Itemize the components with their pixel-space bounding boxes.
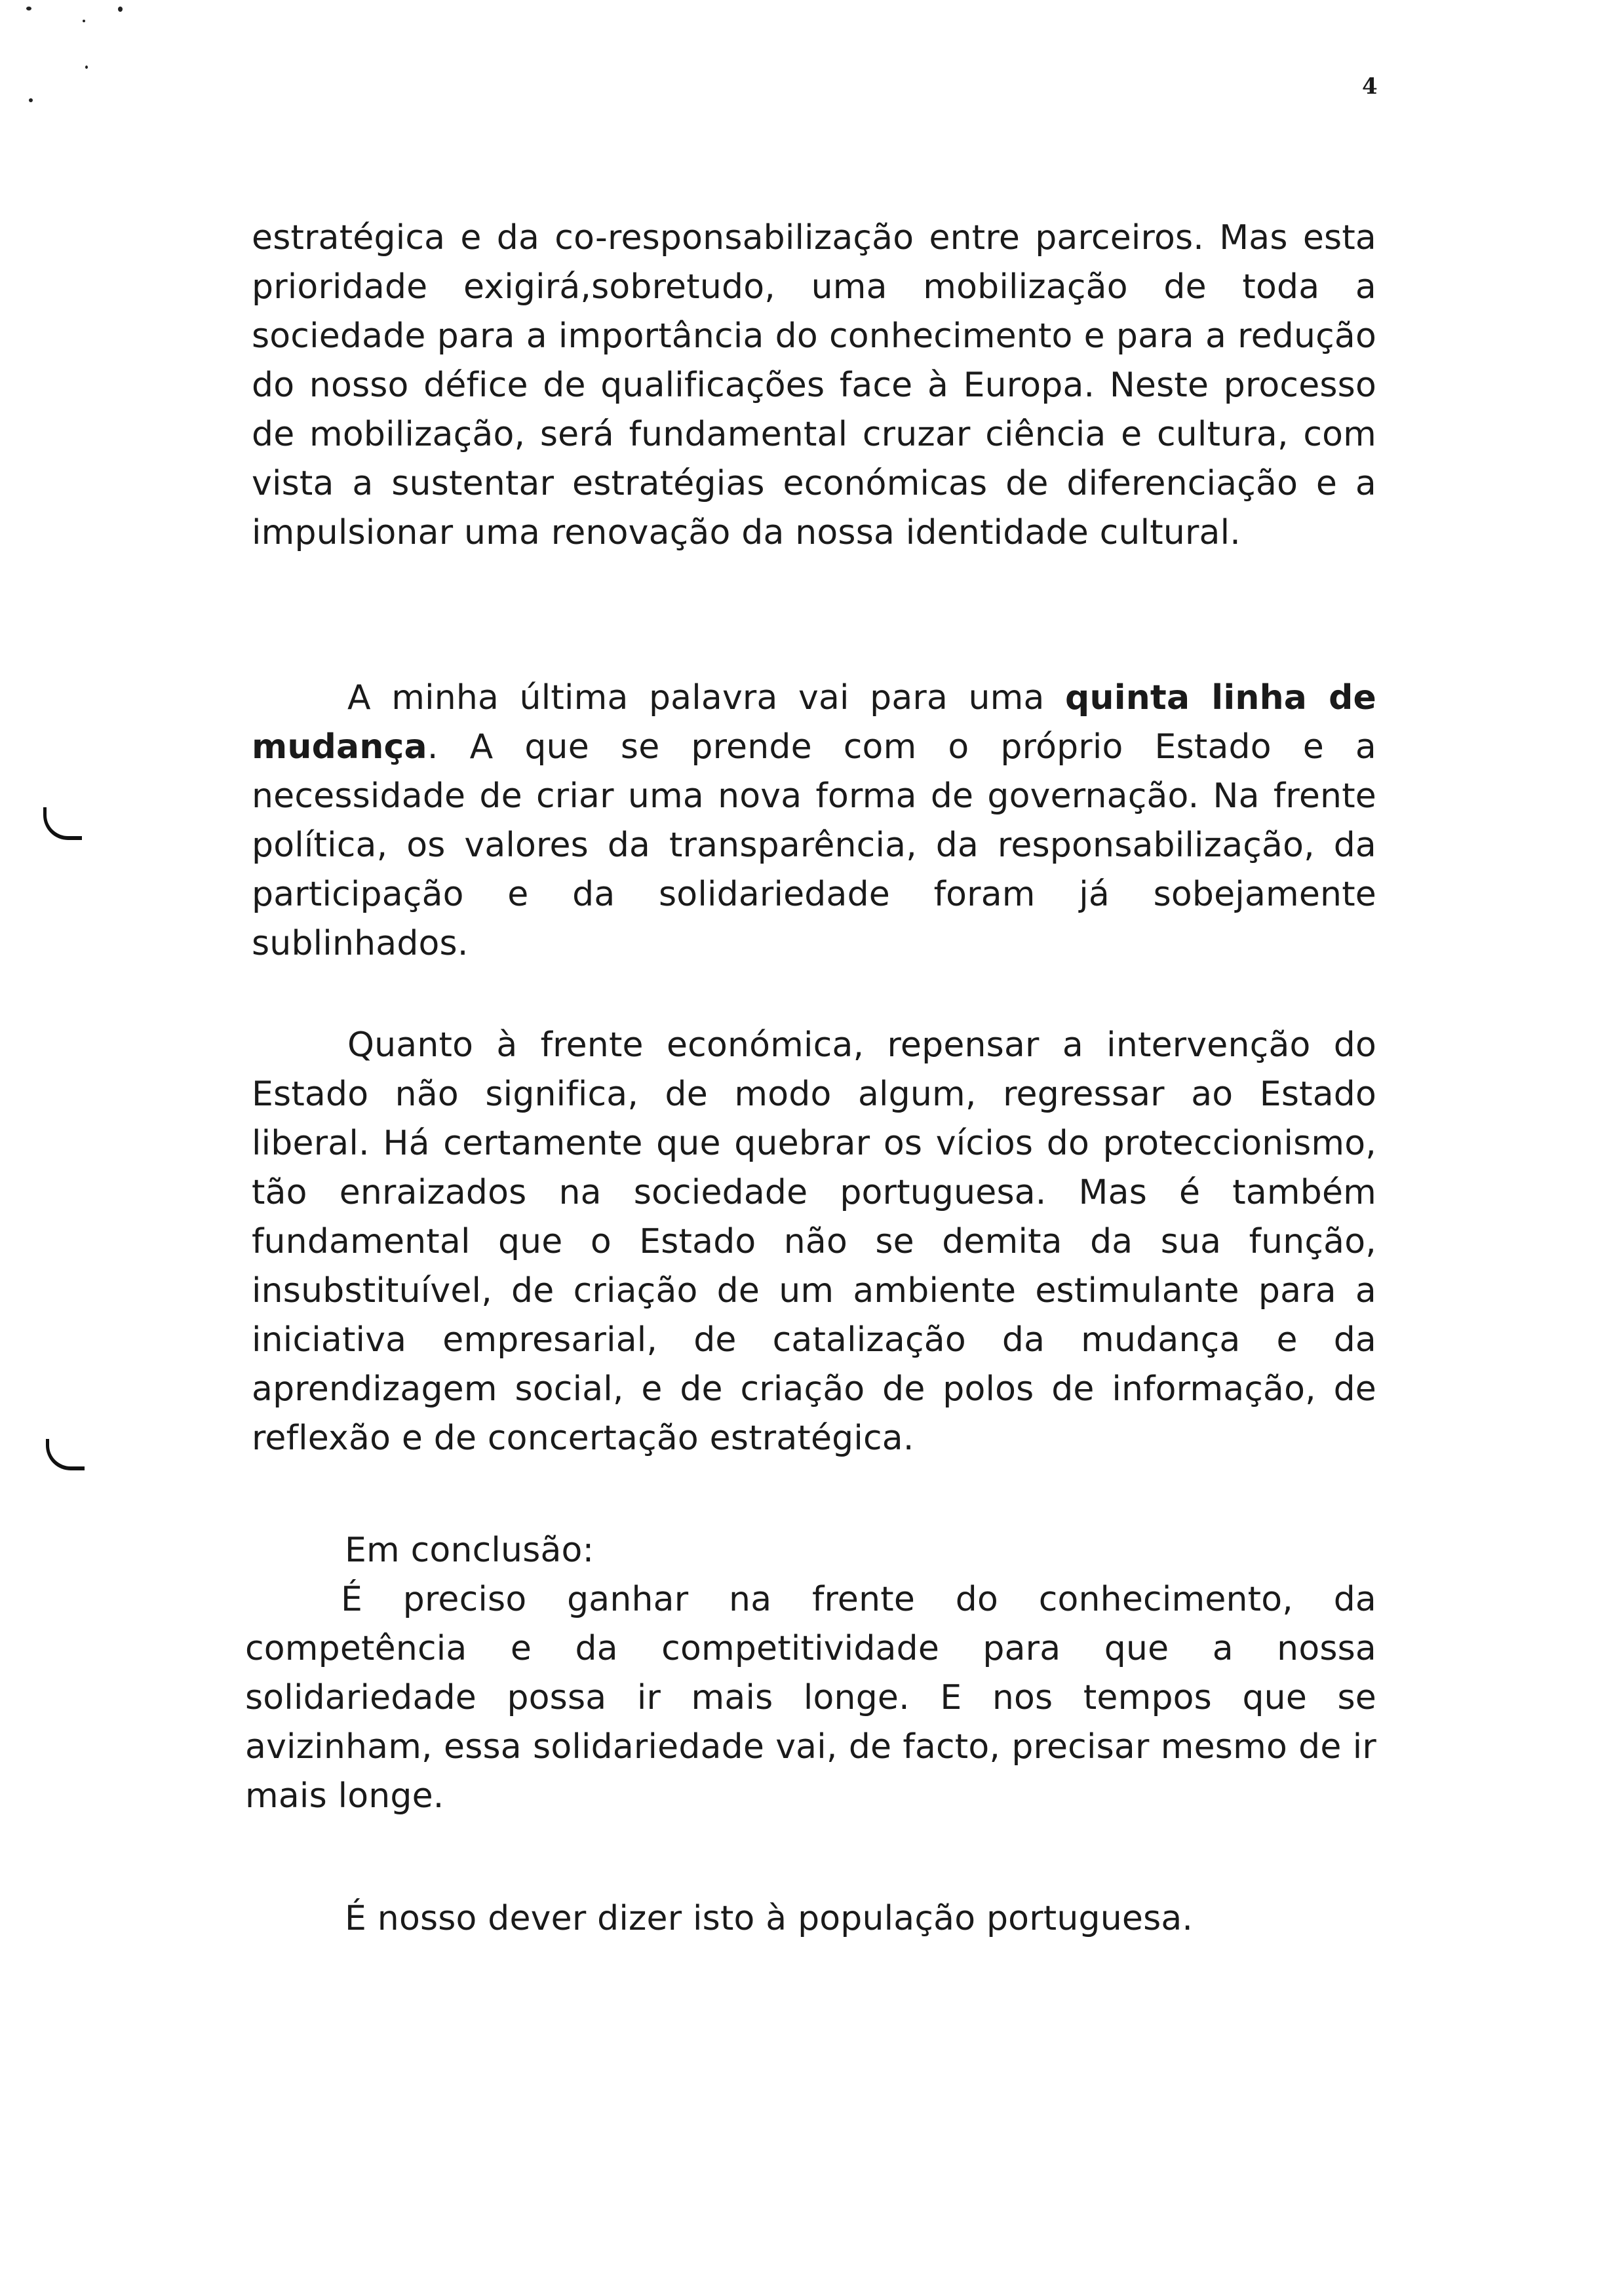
- margin-tick-mark: [46, 1439, 85, 1470]
- paragraph-3: [252, 1021, 1376, 1463]
- scan-speck: [118, 7, 123, 12]
- paragraph-2-lead: A minha última palavra vai para uma: [347, 678, 1066, 718]
- paragraph-4: [245, 1575, 1376, 1821]
- paragraph-2-emphasis: quinta linha de mudança: [252, 678, 1376, 767]
- page-number: 4: [1362, 73, 1378, 100]
- paragraph-4-text: É preciso ganhar na frente do conhecimento, da competência e da competitividade para que a nossa solidariedade possa ir mais longe. E nos tempos que se avizinham, essa solidariedade vai, de facto, precisar mesmo de ir mais longe.: [245, 1580, 1376, 1816]
- scan-speck: [26, 7, 31, 10]
- scan-speck: [85, 66, 88, 69]
- paragraph-2: [252, 674, 1376, 968]
- paragraph-2-rest: . A que se prende com o próprio Estado e a necessidade de criar uma nova forma de governação. Na frente política, os valores da transparência, da responsabilização, da participação e da solidariedade foram já sobejamente sublinhados.: [252, 727, 1376, 963]
- scan-speck: [29, 98, 33, 102]
- paragraph-1: [252, 214, 1376, 558]
- margin-tick-mark: [43, 807, 82, 840]
- closing-sentence: É nosso dever dizer isto à população portuguesa.: [345, 1899, 1194, 1938]
- scan-speck: [83, 20, 85, 22]
- conclusion-heading: Em conclusão:: [345, 1531, 594, 1570]
- paragraph-1-text: estratégica e da co-responsabilização entre parceiros. Mas esta prioridade exigirá,sobretudo, uma mobilização de toda a sociedade para a importância do conhecimento e para a redução do nosso défice de qualificações face à Europa. Neste processo de mobilização, será fundamental cruzar ciência e cultura, com vista a sustentar estratégias económicas de diferenciação e a impulsionar uma renovação da nossa identidade cultural.: [252, 218, 1376, 552]
- paragraph-3-text: Quanto à frente económica, repensar a intervenção do Estado não significa, de modo algum, regressar ao Estado liberal. Há certamente que quebrar os vícios do proteccionismo, tão enraizados na sociedade portuguesa. Mas é também fundamental que o Estado não se demita da sua função, insubstituível, de criação de um ambiente estimulante para a iniciativa empresarial, de catalização da mudança e da aprendizagem social, e de criação de polos de informação, de reflexão e de concertação estratégica.: [252, 1025, 1376, 1458]
- paragraph-2-text: [252, 674, 1376, 968]
